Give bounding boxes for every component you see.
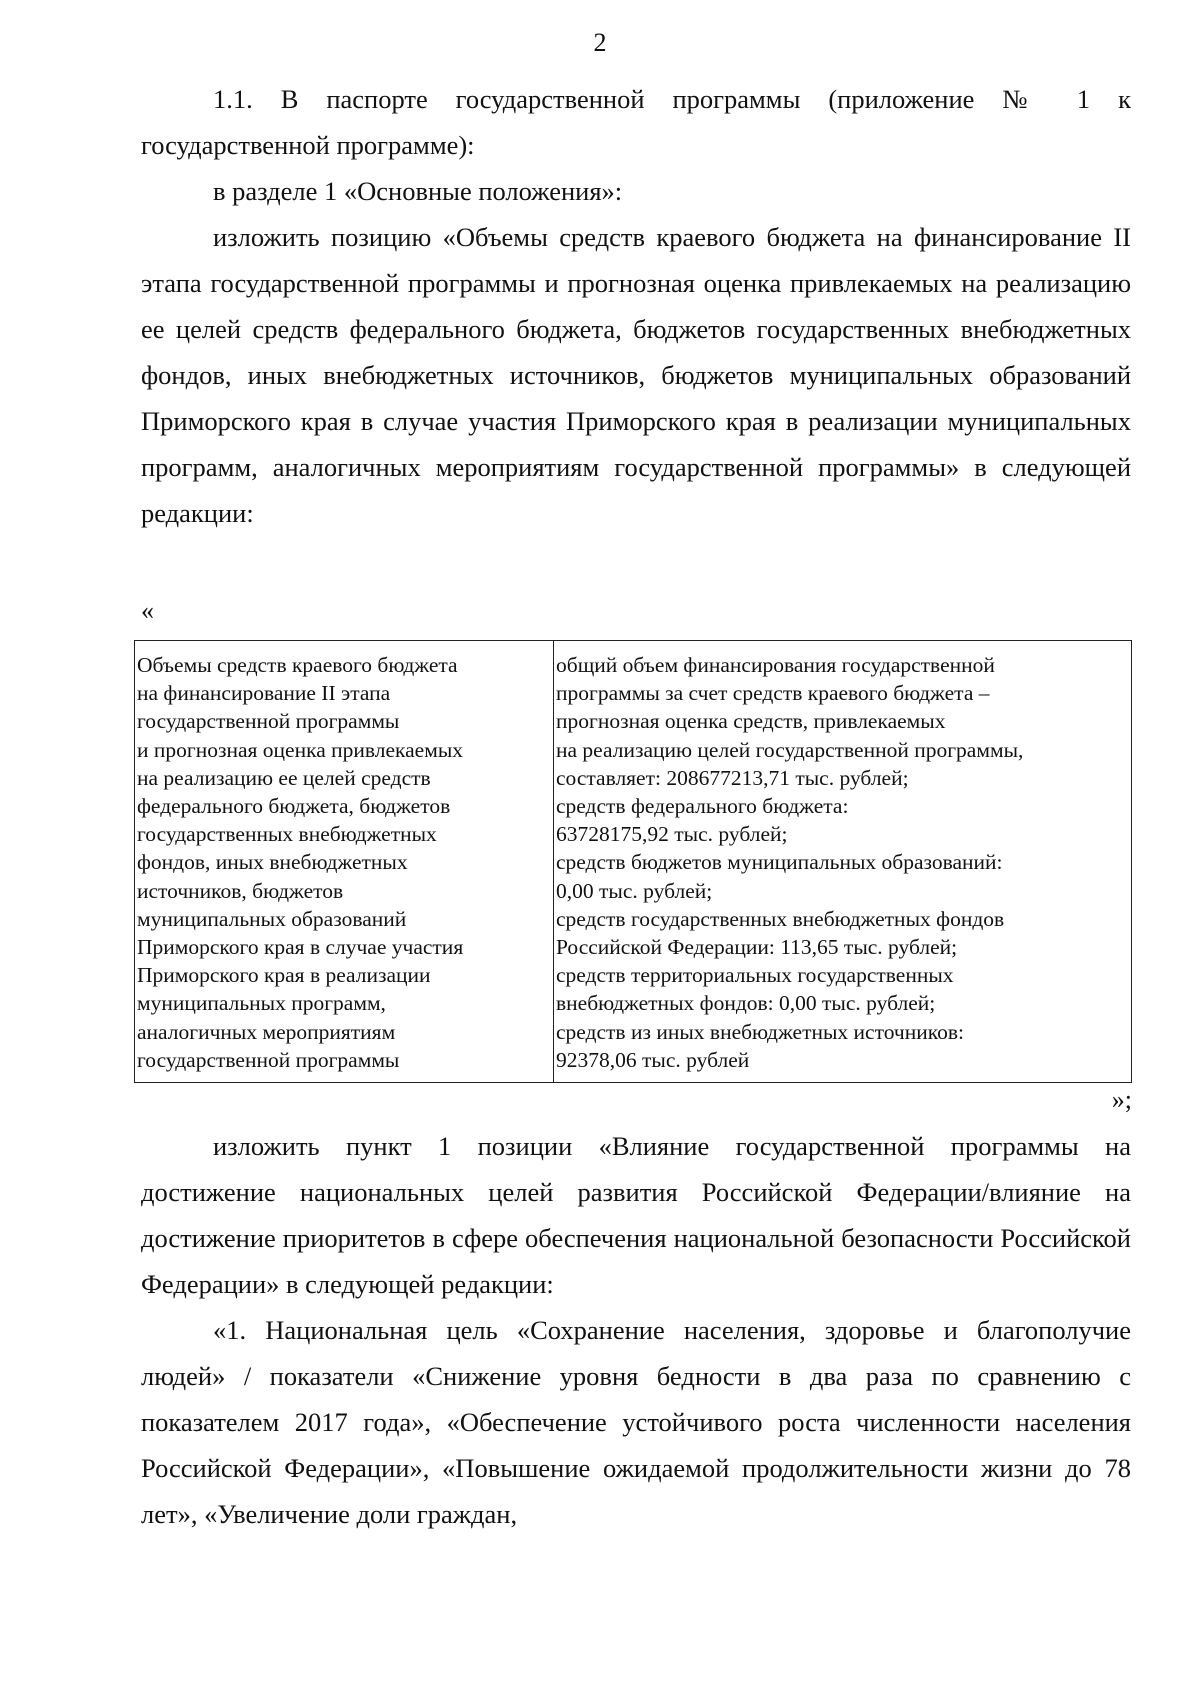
passport-table bbox=[134, 640, 1132, 1083]
paragraph-national-goals: изложить пункт 1 позиции «Влияние государственной программы на достижение национальных целей развития Российской Федерации/влияние на достижение приоритетов в сфере обеспечения национальной безопасности Российской Федерации» в следующей редакции: bbox=[141, 1131, 1131, 1299]
table-line: программы за счет средств краевого бюджета – bbox=[556, 681, 990, 706]
table-line: муниципальных образований bbox=[137, 906, 407, 931]
table-line: средств территориальных государственных bbox=[556, 963, 954, 988]
table-line: общий объем финансирования государственной bbox=[556, 653, 995, 677]
table-line: средств государственных внебюджетных фондов bbox=[556, 906, 1005, 931]
table-line: государственной программы bbox=[137, 1047, 400, 1072]
table-line: федерального бюджета, бюджетов bbox=[137, 794, 451, 819]
table-line: на финансирование II этапа bbox=[137, 681, 391, 706]
continuation-text-block bbox=[141, 1123, 1131, 1537]
closing-quote-mark: »; bbox=[1111, 1085, 1132, 1114]
table-line: Объемы средств краевого бюджета bbox=[137, 653, 458, 677]
table-line: составляет: 208677213,71 тыс. рублей; bbox=[556, 765, 909, 790]
table-line: 0,00 тыс. рублей; bbox=[556, 878, 713, 903]
table-line: средств из иных внебюджетных источников: bbox=[556, 1019, 964, 1044]
table-line: Приморского края в случае участия bbox=[137, 935, 464, 960]
table-line: Приморского края в реализации bbox=[137, 963, 431, 988]
opening-quote-mark: « bbox=[141, 596, 154, 625]
paragraph-1-1: 1.1. В паспорте государственной программы (приложение № 1 к государственной программе): bbox=[141, 84, 1131, 160]
table-line: государственной программы bbox=[137, 709, 400, 734]
paragraph-goal-1: «1. Национальная цель «Сохранение населения, здоровье и благополучие людей» / показатели «Снижение уровня бедности в два раза по сравнению с показателем 2017 года», «Обеспечение устойчивого роста численности населения Российской Федерации», «Повышение ожидаемой продолжительности жизни до 78 лет», «Увеличение доли граждан, bbox=[141, 1315, 1131, 1529]
table-line: муниципальных программ, bbox=[137, 991, 386, 1016]
table-line: на реализацию целей государственной программы, bbox=[556, 737, 1024, 762]
table-row bbox=[135, 641, 1132, 1083]
table-cell-position-name bbox=[135, 641, 554, 1083]
table-line: государственных внебюджетных bbox=[137, 822, 437, 847]
table-line: средств бюджетов муниципальных образований: bbox=[556, 850, 1003, 875]
table-line: средств федерального бюджета: bbox=[556, 794, 849, 819]
table-line: на реализацию ее целей средств bbox=[137, 765, 431, 790]
table-line: источников, бюджетов bbox=[137, 878, 344, 903]
table-line: и прогнозная оценка привлекаемых bbox=[137, 737, 464, 762]
intro-text-block bbox=[141, 76, 1131, 536]
paragraph-section-1: в разделе 1 «Основные положения»: bbox=[213, 176, 623, 206]
table-line: внебюджетных фондов: 0,00 тыс. рублей; bbox=[556, 991, 936, 1016]
table-line: Российской Федерации: 113,65 тыс. рублей; bbox=[556, 935, 958, 960]
table-line: прогнозная оценка средств, привлекаемых bbox=[556, 709, 946, 734]
table-line: фондов, иных внебюджетных bbox=[137, 850, 408, 875]
table-line: аналогичных мероприятиям bbox=[137, 1019, 396, 1044]
table-cell-funding-values bbox=[554, 641, 1132, 1083]
table-line: 92378,06 тыс. рублей bbox=[556, 1047, 750, 1072]
paragraph-position-volumes: изложить позицию «Объемы средств краевого бюджета на финансирование II этапа государственной программы и прогнозная оценка привлекаемых на реализацию ее целей средств федерального бюджета, бюджетов государственных внебюджетных фондов, иных внебюджетных источников, бюджетов муниципальных образований Приморского края в случае участия Приморского края в реализации муниципальных программ, аналогичных мероприятиям государственной программы» в следующей редакции: bbox=[141, 222, 1131, 528]
page-number: 2 bbox=[593, 28, 607, 57]
table-line: 63728175,92 тыс. рублей; bbox=[556, 822, 788, 847]
